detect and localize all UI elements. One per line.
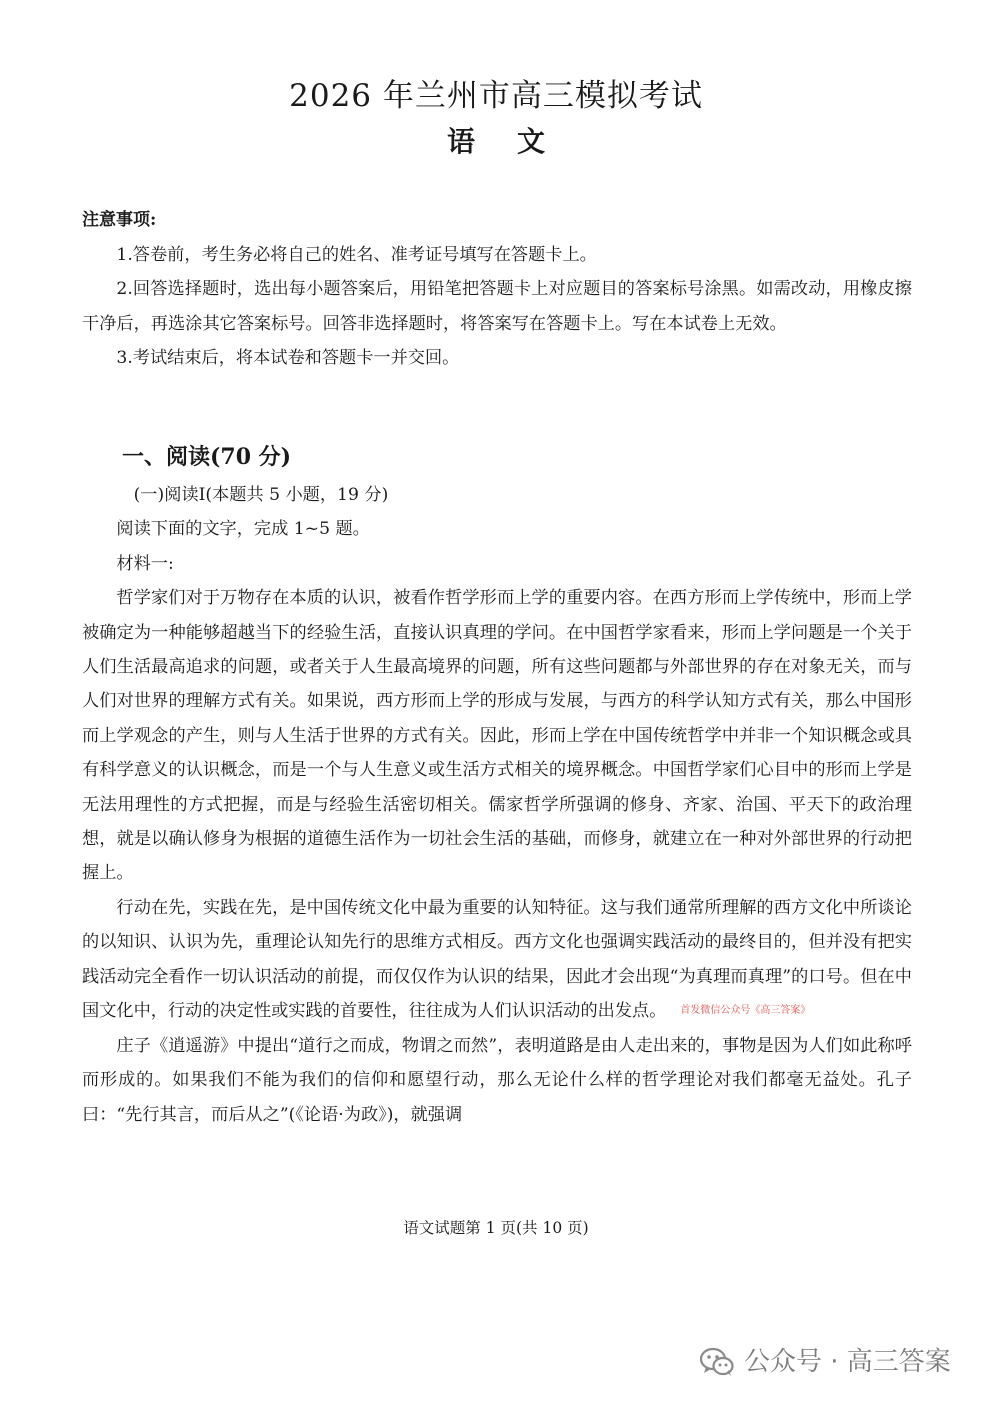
subject-char-left: 语	[446, 125, 475, 158]
subject-title	[0, 122, 992, 162]
reading-instruction: 阅读下面的文字，完成 1~5 题。	[116, 519, 370, 540]
reading-section	[82, 478, 912, 1132]
subject-char-right: 文	[517, 125, 546, 158]
notice-list	[82, 238, 912, 376]
notice-item-1: 1.答卷前，考生务必将自己的姓名、准考证号填写在答题卡上。	[116, 245, 597, 265]
page-footer: 语文试题第 1 页(共 10 页)	[403, 1219, 589, 1237]
exam-title: 2026 年兰州市高三模拟考试	[289, 78, 703, 114]
paragraph-2	[82, 891, 912, 1029]
inline-watermark: 首发微信公众号《高三答案》	[680, 1005, 811, 1017]
watermark-text: 公众号 · 高三答案	[744, 1347, 951, 1377]
wechat-icon	[700, 1347, 734, 1377]
section-heading: 一、阅读(70 分)	[122, 444, 292, 470]
notice-item-3: 3.考试结束后，将本试卷和答题卡一并交回。	[116, 348, 460, 369]
paragraph-2-text: 行动在先，实践在先，是中国传统文化中最为重要的认知特征。这与我们通常所理解的西方文化中所谈论的以知识、认识为先，重理论认知先行的思维方式相反。西方文化也强调实践活动的最终目的，但并没有把实践活动完全看作一切认识活动的前提，而仅仅作为认识的结果，因此才会出现“为真理而真理”的口号。但在中国文化中，行动的决定性或实践的首要性，往往成为人们认识活动的出发点。	[82, 897, 912, 1022]
sub-section-heading: (一)阅读Ⅰ(本题共 5 小题，19 分)	[133, 485, 389, 505]
notice-heading: 注意事项:	[82, 210, 157, 230]
notice-item-2: 2.回答选择题时，选出每小题答案后，用铅笔把答题卡上对应题目的答案标号涂黑。如需改动，用橡皮擦干净后，再选涂其它答案标号。回答非选择题时，将答案写在答题卡上。写在本试卷上无效。	[82, 279, 912, 334]
wechat-watermark	[700, 1344, 951, 1380]
material-label: 材料一:	[116, 553, 174, 574]
paragraph-3: 庄子《逍遥游》中提出“道行之而成，物谓之而然”，表明道路是由人走出来的，事物是因为人们如此称呼而形成的。如果我们不能为我们的信仰和愿望行动，那么无论什么样的哲学理论对我们都毫无益处。孔子曰：“先行其言，而后从之”(《论语·为政》)，就强调	[82, 1035, 912, 1125]
paragraph-1: 哲学家们对于万物存在本质的认识，被看作哲学形而上学的重要内容。在西方形而上学传统中，形而上学被确定为一种能够超越当下的经验生活，直接认识真理的学问。在中国哲学家看来，形而上学问题是一个关于人们生活最高追求的问题，或者关于人生最高境界的问题，所有这些问题都与外部世界的存在对象无关，而与人们对世界的理解方式有关。如果说，西方形而上学的形成与发展，与西方的科学认知方式有关，那么中国形而上学观念的产生，则与人生活于世界的方式有关。因此，形而上学在中国传统哲学中并非一个知识概念或具有科学意义的认识概念，而是一个与人生意义或生活方式相关的境界概念。中国哲学家们心目中的形而上学是无法用理性的方式把握，而是与经验生活密切相关。儒家哲学所强调的修身、齐家、治国、平天下的政治理想，就是以确认修身为根据的道德生活作为一切社会生活的基础，而修身，就建立在一种对外部世界的行动把握上。	[82, 588, 912, 884]
